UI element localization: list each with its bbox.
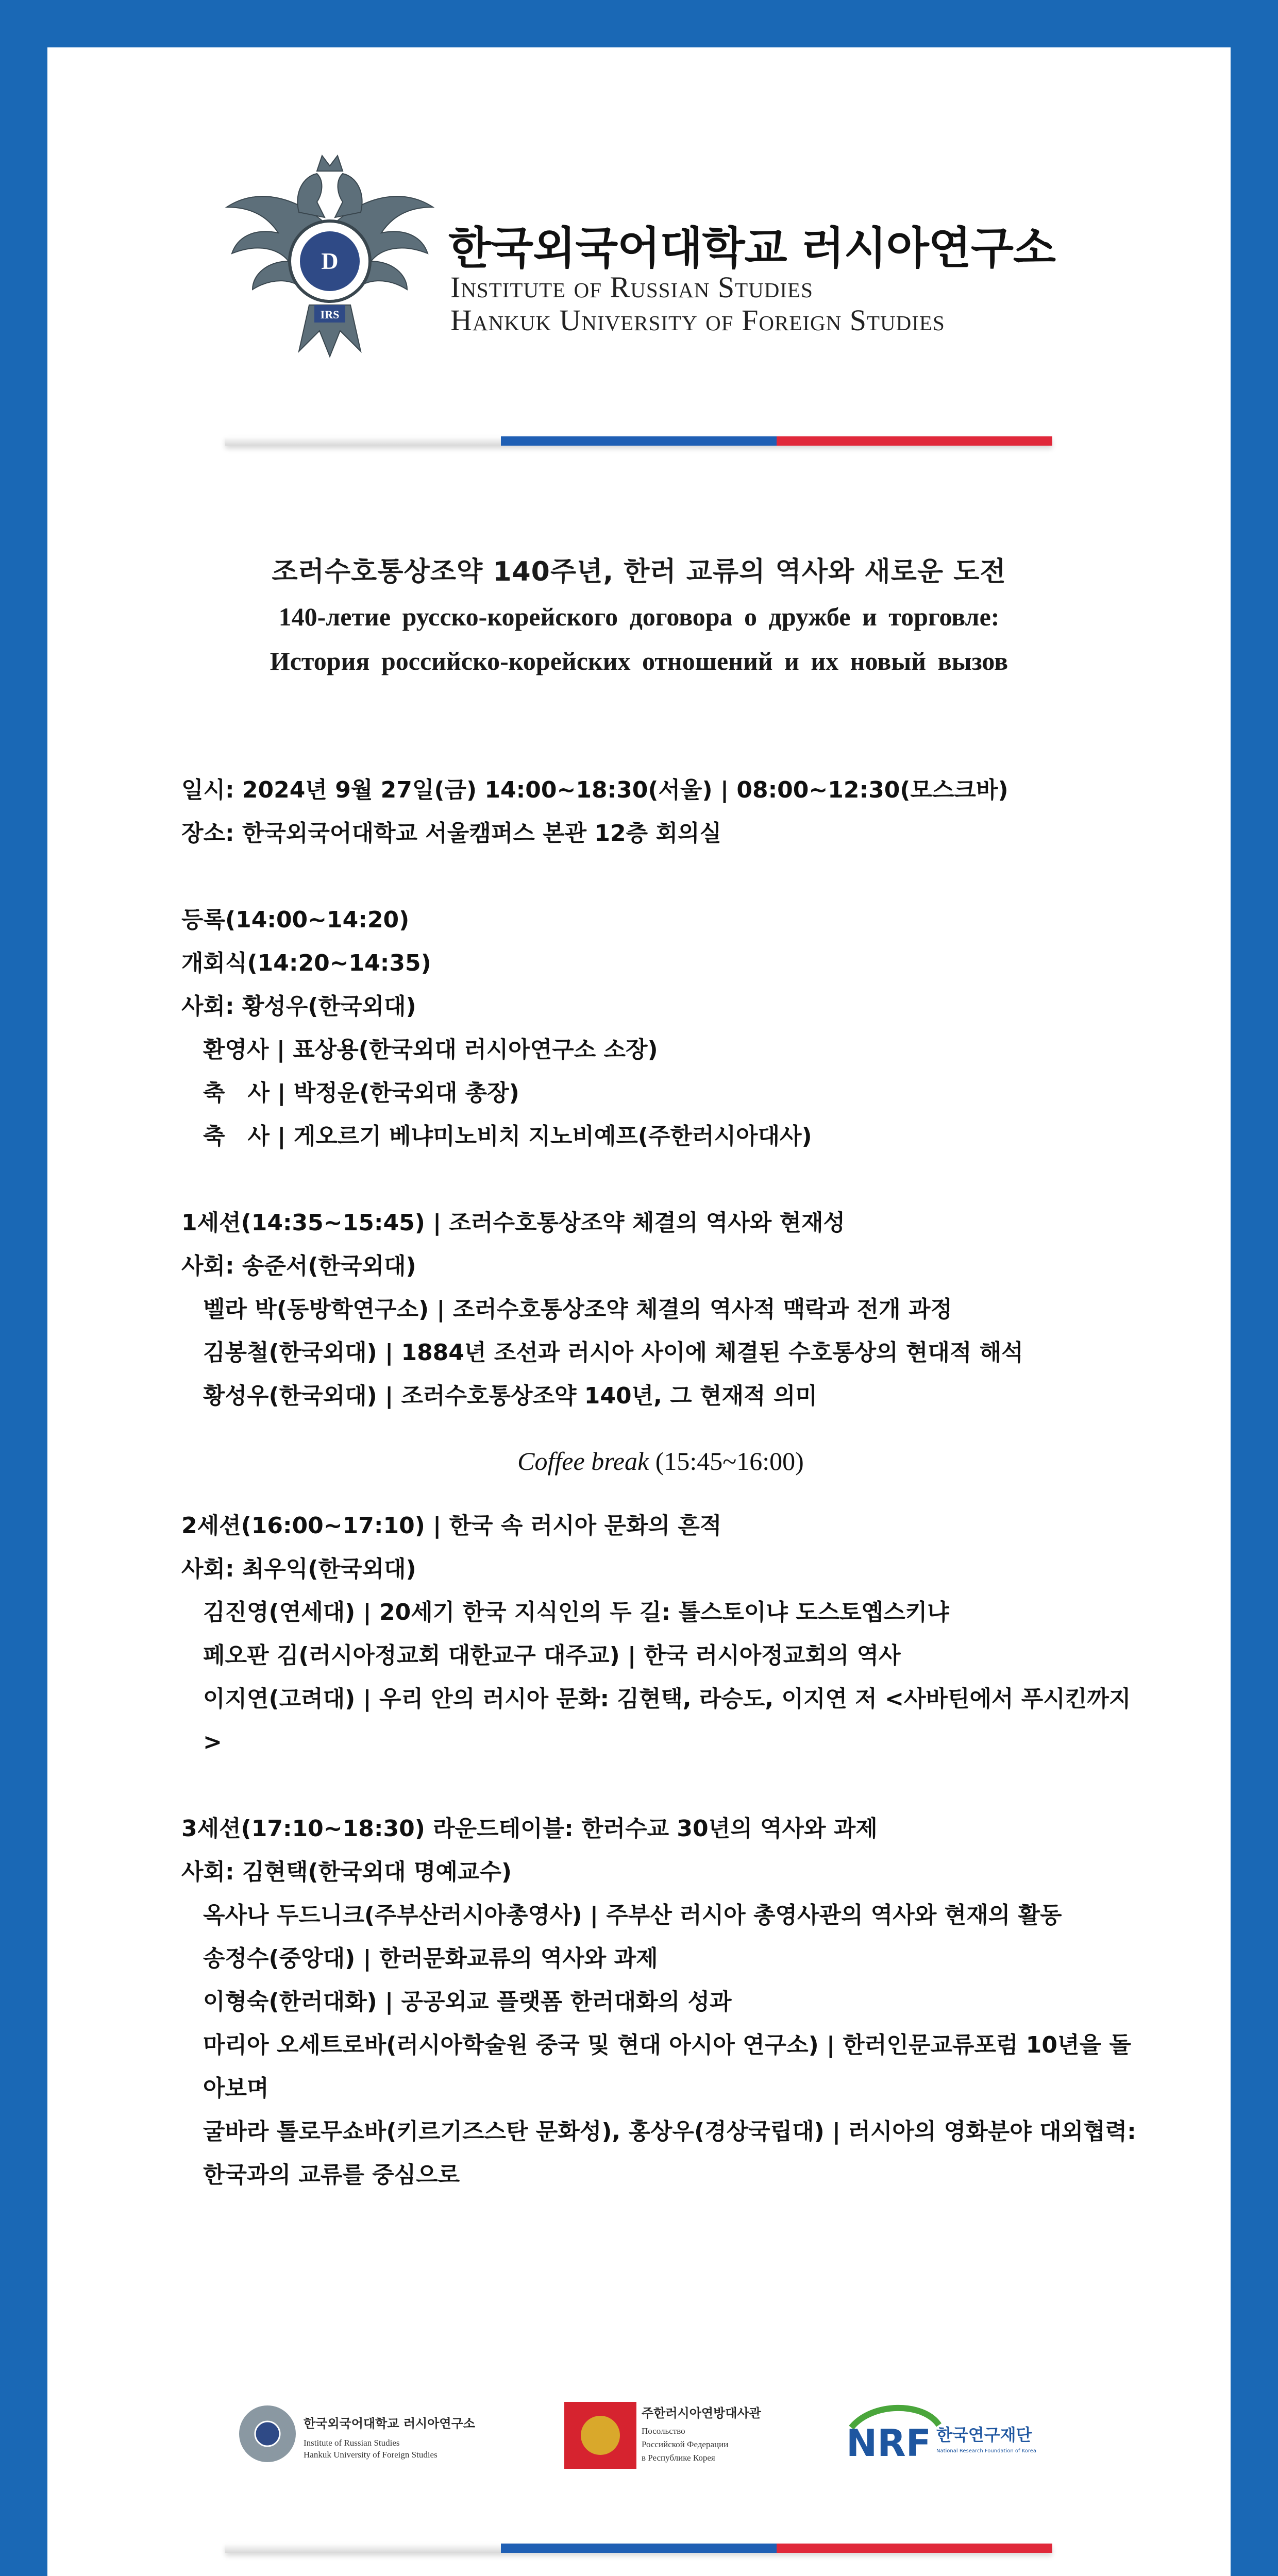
list-item: 환영사 | 표상용(한국외대 러시아연구소 소장) bbox=[203, 1037, 658, 1063]
embassy-logo-russian-line2: Российской Федерации bbox=[642, 2439, 729, 2449]
embassy-logo-russian-line3: в Республике Корея bbox=[642, 2453, 715, 2463]
list-item: 김진영(연세대) | 20세기 한국 지식인의 두 길: 톨스토이냐 도스토옙스키냐 bbox=[203, 1599, 949, 1625]
event-date: 일시: 2024년 9월 27일(금) 14:00~18:30(서울) | 08:00~12:30(모스크바) bbox=[181, 777, 1008, 803]
institute-name-english-line2: Hankuk University of Foreign Studies bbox=[450, 303, 945, 337]
registration-time: 등록(14:00~14:20) bbox=[181, 907, 410, 933]
event-title bbox=[47, 550, 1231, 690]
institute-name-english-line1: Institute of Russian Studies bbox=[450, 270, 813, 304]
embassy-logo-korean: 주한러시아연방대사관 bbox=[642, 2406, 761, 2420]
svg-text:D: D bbox=[321, 248, 339, 274]
session1-title: 1세션(14:35~15:45) | 조러수호통상조약 체결의 역사와 현재성 bbox=[181, 1210, 846, 1236]
russian-embassy-logo bbox=[564, 2397, 812, 2474]
coffee-break bbox=[181, 1439, 1140, 1483]
list-item: 마리아 오세트로바(러시아학술원 중국 및 현대 아시아 연구소) | 한러인문교류포럼 10년을 돌아보며 bbox=[203, 2032, 1131, 2102]
nrf-logo bbox=[841, 2402, 1047, 2469]
session3-title: 3세션(17:10~18:30) 라운드테이블: 한러수교 30년의 역사와 과제 bbox=[181, 1816, 878, 1842]
irs-logo-english-line2: Hankuk University of Foreign Studies bbox=[304, 2450, 438, 2460]
list-item: 황성우(한국외대) | 조러수호통상조약 140년, 그 현재적 의미 bbox=[203, 1383, 817, 1409]
list-item: 굴바라 톨로무쇼바(키르기즈스탄 문화성), 홍상우(경상국립대) | 러시아의 영화분야 대외협력: 한국과의 교류를 중심으로 bbox=[203, 2119, 1136, 2188]
list-item: 김봉철(한국외대) | 1884년 조선과 러시아 사이에 체결된 수호통상의 현대적 해석 bbox=[203, 1340, 1023, 1366]
irs-logo-english-line1: Institute of Russian Studies bbox=[304, 2438, 400, 2448]
session2-title: 2세션(16:00~17:10) | 한국 속 러시아 문화의 흔적 bbox=[181, 1513, 722, 1539]
embassy-logo-russian-line1: Посольство bbox=[642, 2426, 685, 2436]
nrf-logo-english: National Research Foundation of Korea bbox=[936, 2448, 1037, 2454]
opening-ceremony-time: 개회식(14:20~14:35) bbox=[181, 950, 431, 976]
coffee-break-time: (15:45~16:00) bbox=[655, 1447, 804, 1476]
list-item: 페오판 김(러시아정교회 대한교구 대주교) | 한국 러시아정교회의 역사 bbox=[203, 1642, 901, 1669]
list-item: 축 사 | 박정운(한국외대 총장) bbox=[203, 1080, 519, 1106]
nrf-mark: NRF bbox=[846, 2421, 931, 2465]
svg-text:IRS: IRS bbox=[320, 308, 340, 321]
poster-frame bbox=[47, 47, 1231, 2576]
list-item: 벨라 박(동방학연구소) | 조러수호통상조약 체결의 역사적 맥락과 전개 과정 bbox=[203, 1296, 952, 1323]
event-title-korean: 조러수호통상조약 140주년, 한러 교류의 역사와 새로운 도전 bbox=[272, 556, 1006, 587]
list-item: 축 사 | 게오르기 베냐미노비치 지노비예프(주한러시아대사) bbox=[203, 1123, 812, 1149]
irs-logo-korean: 한국외국어대학교 러시아연구소 bbox=[304, 2416, 475, 2431]
double-headed-eagle-irs-emblem-icon bbox=[222, 150, 438, 367]
tricolor-divider-bottom bbox=[225, 2544, 1052, 2553]
session3-host: 사회: 김현택(한국외대 명예교수) bbox=[181, 1859, 512, 1885]
event-title-russian-line1: 140-летие русско-корейского договора о дружбе и торговле: bbox=[278, 602, 1000, 631]
list-item: 옥사나 두드니크(주부산러시아총영사) | 주부산 러시아 총영사관의 역사와 현재의 활동 bbox=[203, 1902, 1062, 1928]
double-headed-eagle-icon bbox=[239, 2405, 296, 2462]
nrf-logo-korean: 한국연구재단 bbox=[936, 2425, 1032, 2445]
event-title-russian-line2: История российско-корейских отношений и их новый вызов bbox=[270, 647, 1008, 675]
institute-name-korean: 한국외국어대학교 러시아연구소 bbox=[448, 223, 1056, 274]
organizer-logos bbox=[47, 2397, 1231, 2479]
list-item: 이형숙(한러대화) | 공공외교 플랫폼 한러대화의 성과 bbox=[203, 1989, 732, 2015]
irs-logo bbox=[234, 2397, 523, 2474]
list-item: 이지연(고려대) | 우리 안의 러시아 문화: 김현택, 라승도, 이지연 저 <사바틴에서 푸시킨까지> bbox=[203, 1686, 1131, 1755]
program-schedule bbox=[181, 769, 1140, 2197]
session1-host: 사회: 송준서(한국외대) bbox=[181, 1253, 416, 1279]
event-venue: 장소: 한국외국어대학교 서울캠퍼스 본관 12층 회의실 bbox=[181, 820, 721, 846]
tricolor-divider-top bbox=[225, 436, 1052, 446]
coffee-break-label: Coffee break bbox=[517, 1447, 649, 1476]
institute-header bbox=[222, 150, 1098, 367]
session2-host: 사회: 최우익(한국외대) bbox=[181, 1556, 416, 1582]
list-item: 송정수(중앙대) | 한러문화교류의 역사와 과제 bbox=[203, 1945, 658, 1972]
opening-host: 사회: 황성우(한국외대) bbox=[181, 993, 416, 1020]
